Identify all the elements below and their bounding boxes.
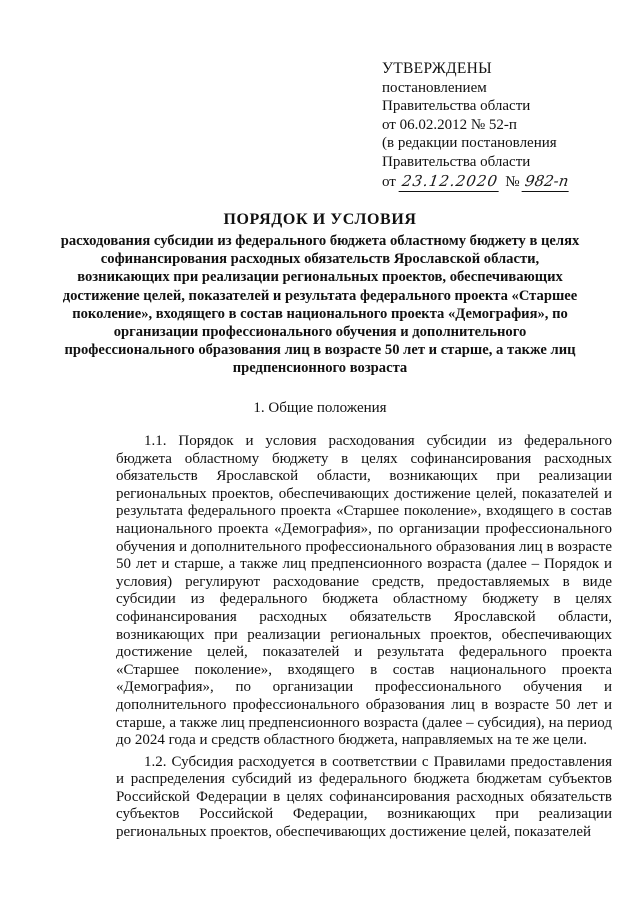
approval-line-4: (в редакции постановления	[382, 135, 557, 152]
paragraph: 1.1. Порядок и условия расходования субсидии из федерального бюджета областному бюджету в целях софинансирования расходных обязательств Ярославской области, возникающих при реализации региональных проектов, обеспечивающих достижение целей, показателей и результата федерального проекта «Старшее поколение», входящего в состав национального проекта «Демография», по организации профессионального обучения и дополнительного профессионального образования лиц в возрасте 50 лет и старше, а также лиц предпенсионного возраста (далее – Порядок и условия) регулируют расходование средств, предоставляемых в виде субсидии из федерального бюджета областному бюджету в целях софинансирования расходных обязательств Ярославской области, возникающих при реализации региональных проектов, обеспечивающих достижение целей, показателей и результата федерального проекта «Старшее поколение», входящего в состав национального проекта «Демография», по организации профессионального обучения и дополнительного профессионального образования лиц в возрасте 50 лет и старше, а также лиц предпенсионного возраста (далее – субсидия), на период до 2024 года и средств областного бюджета, направляемых на те же цели.	[116, 433, 612, 749]
approval-line-5: Правительства области	[382, 153, 531, 170]
amendment-date-line	[382, 172, 571, 192]
document-body	[116, 433, 612, 846]
document-subtitle: расходования субсидии из федерального бюджета областному бюджету в целях софинансирования расходных обязательств Ярославской области, возникающих при реализации региональных проектов, обеспечивающих достижение целей, показателей и результата федерального проекта «Старшее поколение», входящего в состав национального проекта «Демография», по организации профессионального обучения и дополнительного профессионального образования лиц в возрасте 50 лет и старше, а также лиц предпенсионного возраста	[60, 233, 580, 377]
approval-line-3: от 06.02.2012 № 52-п	[382, 116, 517, 133]
approval-title: УТВЕРЖДЕНЫ	[382, 60, 492, 77]
from-prefix: от	[382, 173, 396, 190]
handwritten-number: 982-п	[522, 172, 572, 192]
approval-stamp	[382, 60, 571, 191]
approval-line-1: постановлением	[382, 79, 487, 96]
paragraph: 1.2. Субсидия расходуется в соответствии с Правилами предоставления и распределения субсидий из федерального бюджета бюджетам субъектов Российской Федерации в целях софинансирования расходных обязательств субъектов Российской Федерации, возникающих при реализации региональных проектов, обеспечивающих достижение целей, показателей	[116, 753, 612, 841]
section-heading: 1. Общие положения	[253, 400, 387, 416]
document-title-block	[60, 210, 580, 378]
handwritten-date: 23.12.2020	[398, 172, 501, 192]
number-sign: №	[505, 173, 520, 190]
document-title: ПОРЯДОК И УСЛОВИЯ	[223, 211, 417, 228]
approval-line-2: Правительства области	[382, 98, 531, 115]
